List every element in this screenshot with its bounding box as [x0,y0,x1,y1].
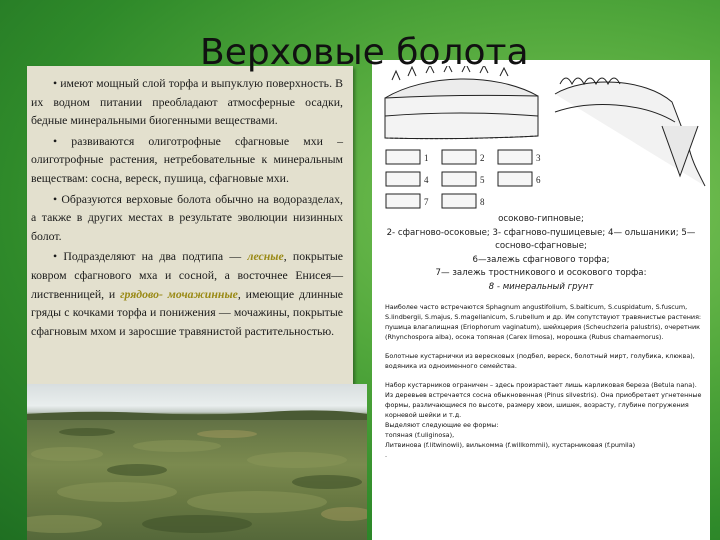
bog-profile-diagram [380,66,710,216]
caption-line-4: 7— залежь тростникового и осокового торфа: [435,268,647,279]
diagram-caption [376,213,706,295]
notes-forms-heading: Выделяют следующие ее формы: [385,421,499,429]
forest-subtype-term: лесные [247,249,284,264]
notes-form-1: топяная (f.uliginosa), [385,431,455,439]
bullet-3: • Образуются верховые болота обычно на водоразделах, а также в других местах в результате эволюции низинных болот. [31,191,343,243]
bullet-4-start: • Подразделяют на два подтипа — [53,249,248,264]
bullet-4-end: , имеющие длинные гряды с кочками торфа и понижения — мочажины, покрытые сфагновым мхом и заросшие травянистой растительностью. [31,286,343,338]
caption-line-2: 2- сфагново-осоковые; 3- сфагново-пушицевые; 4— ольшаники; 5— сосново-сфагновые; [386,227,696,252]
left-text [31,74,343,342]
notes-paragraph-1: Наиболее часто встречаются Sphagnum angustifolium, S.balticum, S.cuspidatum, S.fuscum, S.lindbergii, S.majus, S.magellanicum, S.rubellum и др. Им сопутствуют травянистые растения: пушица влагалищная (Eriophorum vaginatum), шейхцерия (Scheuchzeria palustris), очеретник (Rhynchospora alba), осока топяная (Carex limosa), морошка (Rubus chamaemorus). [385,303,702,341]
bullet-4-mid: , покрытые ковром сфагнового мха и сосной, а восточнее Енисея—лиственницей, и [31,249,343,301]
legend-swatches [386,150,541,208]
bog-landscape-photo [27,384,367,540]
svg-text:2: 2 [480,153,485,163]
svg-text:6: 6 [536,175,541,185]
svg-text:4: 4 [424,175,429,185]
notes-end-mark: . [385,451,388,459]
svg-text:8: 8 [480,197,485,207]
svg-text:1: 1 [424,153,429,163]
ridge-hollow-subtype-term: грядово- мочажинные [120,286,238,301]
lowland-profile [555,78,705,186]
species-notes [385,302,703,460]
bullet-4 [31,247,343,340]
raised-bog-profile [385,66,538,139]
svg-text:3: 3 [536,153,541,163]
bullet-2: • развиваются олиготрофные сфагновые мхи – олиготрофные растения, нетребовательные к минеральным веществам: сосна, вереск, пушица, сфагновые мхи. [31,133,343,185]
caption-line-5: 8 - минеральный грунт [488,281,594,292]
notes-paragraph-2: Болотные кустарнички из вересковых (подбел, вереск, болотный мирт, голубика, клюква), водяника из одноименного семейства. [385,352,695,370]
caption-line-1: осоково-гипновые; [498,214,584,224]
caption-line-3: 6—залежь сфагнового торфа; [472,254,610,265]
svg-text:5: 5 [480,175,485,185]
page-title: Верховые болота [200,32,529,73]
notes-paragraph-3: Набор кустарников ограничен – здесь произрастает лишь карликовая береза (Betula nana). Из деревьев встречается сосна обыкновенная (Pinus silvestris). Она приобретает угнетенные формы, различающиеся по высоте, размеру хвои, шишек, возрасту, глубине погружения корневой шейки и т.д. [385,381,702,419]
bullet-1: • имеют мощный слой торфа и выпуклую поверхность. В их водном питании преобладают атмосферные осадки, бедные минеральными биогенными веществами. [31,76,343,128]
notes-form-list: Литвинова (f.litwinowii), вилькомма (f.willkommii), кустарниковая (f.pumila) [385,441,636,449]
bog-landscape-image [27,384,367,540]
svg-text:7: 7 [424,197,429,207]
